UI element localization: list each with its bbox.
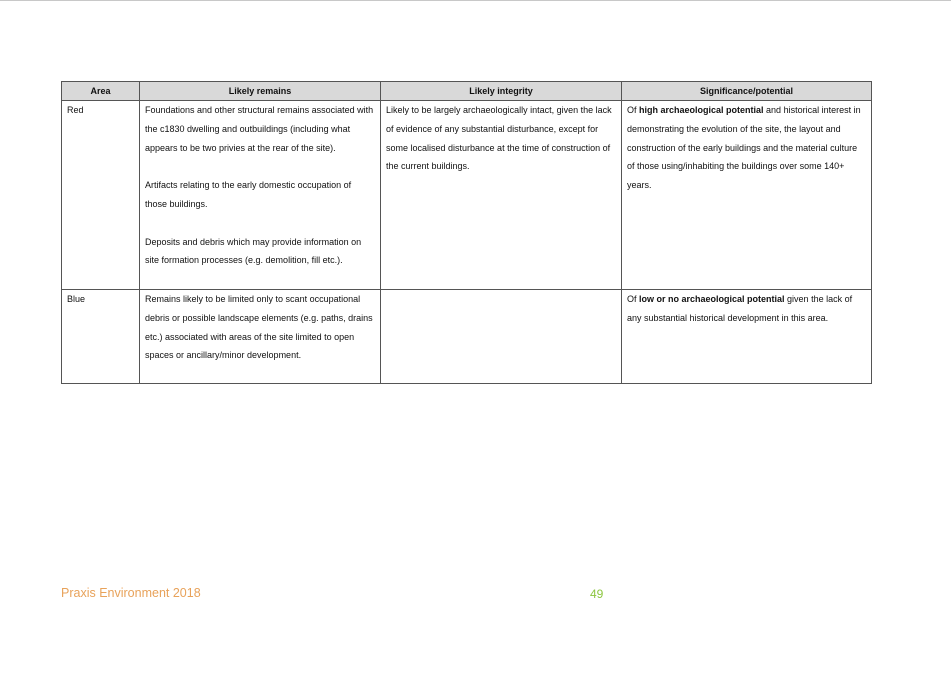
significance-emphasis: low or no archaeological potential — [639, 294, 785, 304]
significance-prefix: Of — [627, 105, 640, 115]
significance-cell — [622, 101, 872, 290]
significance-suffix: given the lack of any substantial historical development in this area. — [627, 294, 853, 323]
area-cell: Red — [62, 101, 140, 290]
header-area: Area — [62, 82, 140, 101]
table-row — [62, 101, 872, 290]
remains-paragraph: Foundations and other structural remains associated with the c1830 dwelling and outbuildings (including what appears to be two privies at the rear of the site). — [145, 105, 374, 153]
remains-cell — [140, 101, 381, 290]
remains-paragraph: Remains likely to be limited only to scant occupational debris or possible landscape elements (e.g. paths, drains etc.) associated with areas of the site limited to open spaces or ancillary/minor development. — [145, 294, 373, 361]
header-significance: Significance/potential — [622, 82, 872, 101]
significance-emphasis: high archaeological potential — [639, 105, 764, 115]
header-likely-remains: Likely remains — [140, 82, 381, 101]
significance-prefix: Of — [627, 294, 640, 304]
significance-cell — [622, 290, 872, 384]
footer-company: Praxis Environment 2018 — [61, 586, 201, 600]
integrity-cell — [381, 290, 622, 384]
remains-cell — [140, 290, 381, 384]
table-header-row — [62, 82, 872, 101]
header-likely-integrity: Likely integrity — [381, 82, 622, 101]
table-row — [62, 290, 872, 384]
remains-paragraph: Artifacts relating to the early domestic occupation of those buildings. — [145, 180, 352, 209]
area-cell: Blue — [62, 290, 140, 384]
significance-suffix: and historical interest in demonstrating the evolution of the site, the layout and construction of the early buildings and the material culture of those using/inhabiting the buildings over some 140+ years. — [627, 105, 861, 191]
page-number: 49 — [590, 587, 604, 601]
top-rule — [0, 0, 951, 1]
remains-paragraph: Deposits and debris which may provide information on site formation processes (e.g. demolition, fill etc.). — [145, 236, 362, 266]
archaeological-assessment-table — [61, 81, 872, 384]
integrity-cell: Likely to be largely archaeologically intact, given the lack of evidence of any substantial disturbance, except for some localised disturbance at the time of construction of the current buildings. — [381, 101, 622, 290]
